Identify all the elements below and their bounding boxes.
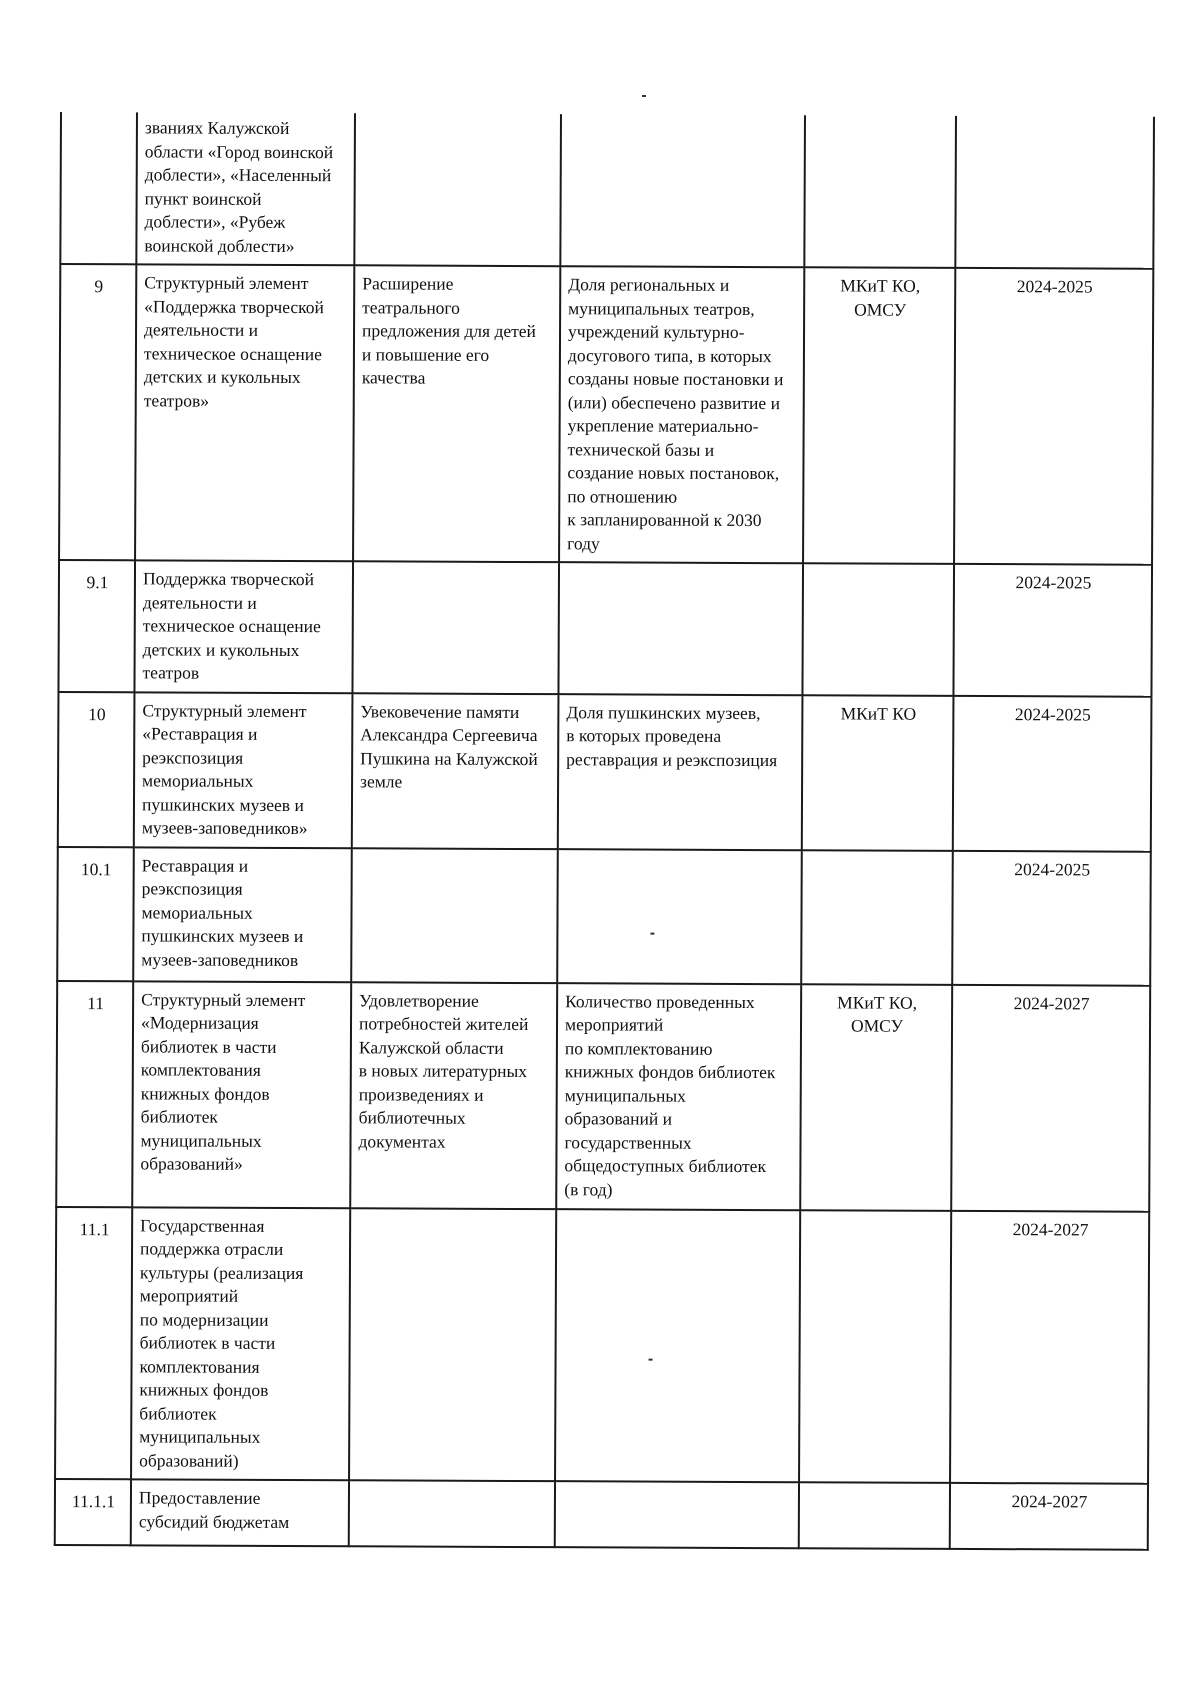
period [955, 116, 1154, 269]
indicator-text [555, 1481, 799, 1548]
table-row [58, 560, 1152, 696]
table-row [56, 980, 1150, 1211]
task-text [349, 1480, 555, 1547]
indicator-text [555, 1209, 800, 1483]
element-name: званиях Калужской области «Город воинской доблести», «Населенный пункт воинской доблести», «Рубеж воинской доблести» [136, 112, 355, 265]
table-row [57, 846, 1151, 985]
period: 2024-2027 [950, 1210, 1149, 1483]
element-name: Структурный элемент «Реставрация и реэкспозиция мемориальных пушкинских музеев и музеев-заповедников» [134, 692, 353, 848]
executor: МКиТ КО, ОМСУ [800, 984, 952, 1211]
row-number: 10.1 [57, 846, 134, 980]
period: 2024-2027 [951, 984, 1150, 1211]
indicator-text: Доля пушкинских музеев, в которых проведена реставрация и реэкспозиция [558, 694, 803, 850]
element-name: Государственная поддержка отрасли культуры (реализация мероприятий по модернизации библиотек в части комплектования книжных фондов библиотек муниципальных образований) [131, 1207, 350, 1480]
row-number: 11.1.1 [55, 1479, 131, 1545]
scan-speck [642, 95, 646, 97]
scan-speck [650, 932, 654, 934]
period: 2024-2025 [952, 850, 1151, 985]
executor [799, 1482, 950, 1549]
table-row [58, 691, 1152, 851]
period: 2024-2025 [953, 695, 1152, 851]
row-number: 11 [56, 980, 133, 1206]
task-text [352, 561, 559, 693]
executor [802, 563, 954, 695]
element-name: Структурный элемент «Поддержка творческой деятельности и техническое оснащение детских и кукольных театров» [135, 264, 354, 561]
row-number: 9.1 [58, 560, 135, 692]
scan-speck [649, 1358, 653, 1360]
table-row [60, 112, 1154, 269]
executor [804, 115, 956, 268]
indicator-text [557, 849, 802, 984]
table-row [55, 1479, 1148, 1550]
indicator-text: Доля региональных и муниципальных театров, учреждений культурно- досугового типа, в которых созданы новые постановки и (или) обеспечено развитие и укрепление материально- технической базы и создание новых постановок, по отношению к запланированной к 2030 году [559, 266, 804, 563]
row-number: 10 [58, 691, 135, 846]
executor [799, 1210, 951, 1483]
element-name: Реставрация и реэкспозиция мемориальных пушкинских музеев и музеев-заповедников [133, 847, 352, 982]
element-name: Поддержка творческой деятельности и техническое оснащение детских и кукольных театров [134, 560, 353, 692]
element-name: Структурный элемент «Модернизация библиотек в части комплектования книжных фондов библиотек муниципальных образований» [132, 981, 351, 1208]
program-structure-table [54, 112, 1155, 1551]
indicator-text: Количество проведенных мероприятий по комплектованию книжных фондов библиотек муниципальных образований и государственных общедоступных библиотек (в год) [556, 983, 801, 1210]
task-text: Увековечение памяти Александра Сергеевича Пушкина на Калужской земле [352, 693, 559, 849]
period: 2024-2025 [954, 268, 1153, 565]
executor [801, 850, 953, 985]
task-text [351, 848, 558, 983]
task-text: Расширение театрального предложения для детей и повышение его качества [353, 265, 560, 562]
row-number [60, 112, 137, 264]
element-name: Предоставление субсидий бюджетам [131, 1479, 349, 1546]
table-row [55, 1206, 1149, 1483]
indicator-text [560, 114, 805, 267]
task-text: Удовлетворение потребностей жителей Калужской области в новых литературных произведениях и библиотечных документах [350, 982, 557, 1209]
executor: МКиТ КО, ОМСУ [803, 267, 955, 564]
task-text [349, 1208, 556, 1481]
period: 2024-2025 [953, 564, 1152, 696]
row-number: 9 [59, 264, 136, 560]
task-text [354, 113, 561, 266]
row-number: 11.1 [55, 1206, 132, 1479]
indicator-text [558, 562, 803, 695]
executor: МКиТ КО [802, 695, 954, 851]
period: 2024-2027 [950, 1483, 1148, 1550]
table-row [59, 264, 1153, 565]
